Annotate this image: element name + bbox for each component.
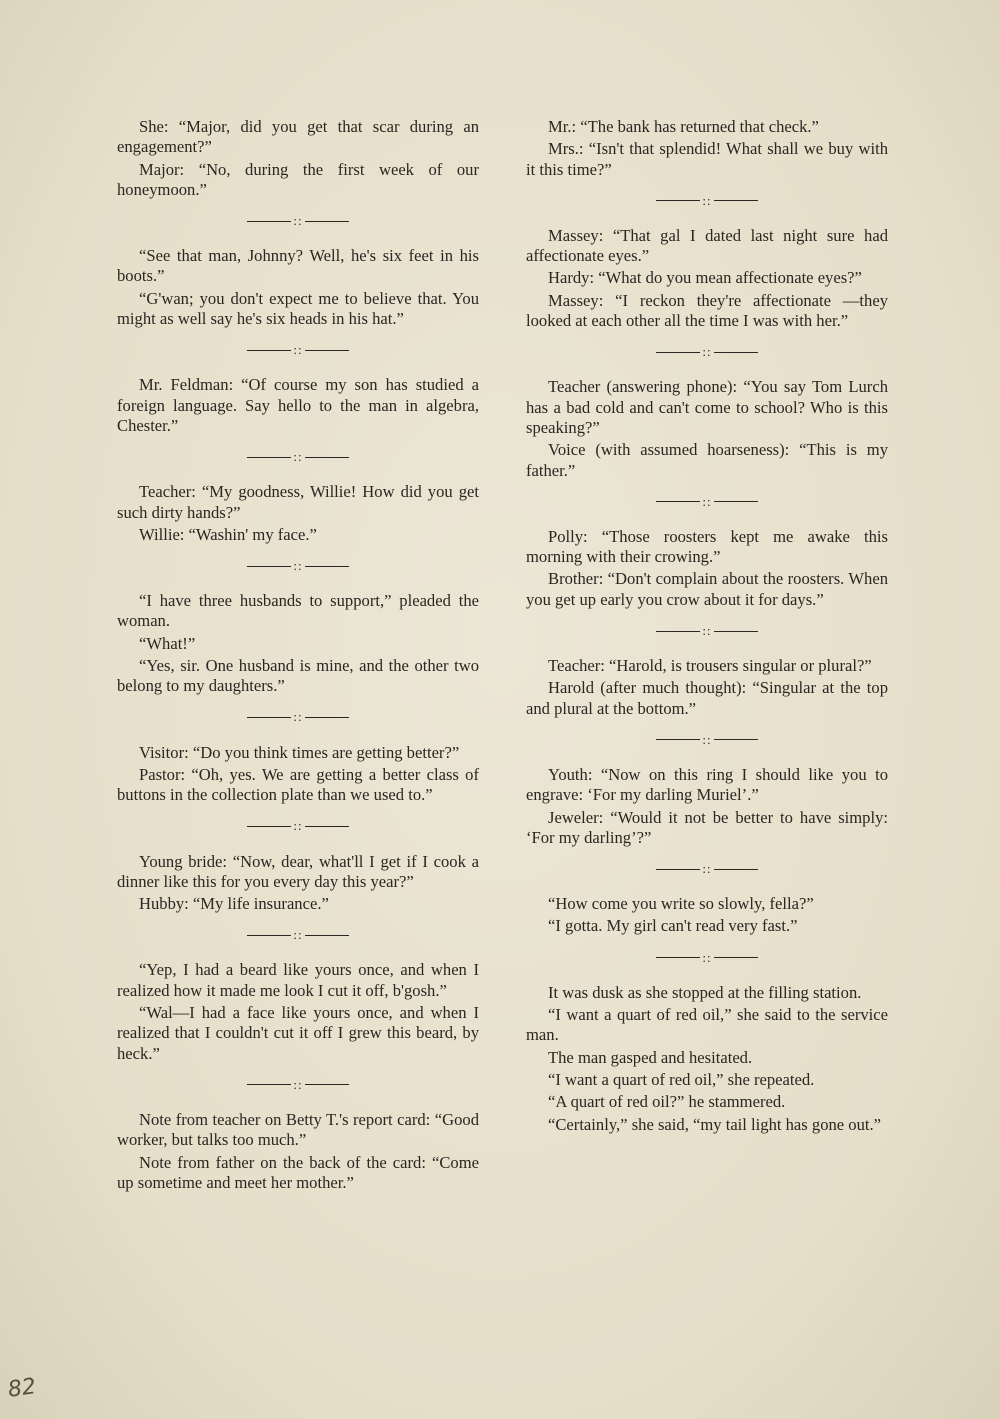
separator-rule [714,352,758,353]
joke-paragraph: “See that man, Johnny? Well, he's six feet in his boots.” [117,246,479,286]
separator-mark: :: [293,342,303,358]
joke-paragraph: The man gasped and hesitated. [548,1047,753,1067]
section-separator [117,336,479,364]
separator-rule [714,869,758,870]
joke-paragraph: Teacher: “My goodness, Willie! How did you get such dirty hands?” [117,482,479,522]
joke-paragraph: Teacher: “Harold, is trousers singular or plural?” [548,656,872,676]
joke-paragraph: Voice (with assumed hoarseness): “This is my father.” [526,440,888,480]
joke-paragraph: Hubby: “My life insurance.” [139,894,329,914]
joke-paragraph: Mrs.: “Isn't that splendid! What shall we buy with it this time?” [526,139,888,179]
joke-paragraph: Massey: “I reckon they're affectionate —they looked at each other all the time I was with her.” [526,290,888,331]
section-separator [117,207,479,235]
section-separator [117,552,479,580]
joke-paragraph: “How come you write so slowly, fella?” [548,894,814,914]
separator-rule [305,566,349,567]
joke-block [117,117,479,200]
left-column [117,117,479,1195]
separator-rule [247,221,291,222]
section-separator [117,704,479,732]
joke-block [117,246,479,329]
separator-mark: :: [293,709,303,725]
joke-block [117,852,479,915]
joke-paragraph: Hardy: “What do you mean affectionate eyes?” [548,268,862,288]
joke-paragraph: “I want a quart of red oil,” she repeated. [548,1069,815,1089]
separator-mark: :: [702,622,712,638]
joke-paragraph: Youth: “Now on this ring I should like you to engrave: ‘For my darling Muriel’.” [526,764,888,805]
joke-block [117,960,479,1063]
joke-paragraph: Brother: “Don't complain about the roosters. When you get up early you crow about it for days.” [526,569,888,609]
joke-paragraph: “I gotta. My girl can't read very fast.” [548,916,798,936]
section-separator [526,944,888,972]
section-separator [117,813,479,841]
separator-rule [656,869,700,870]
joke-paragraph: Willie: “Washin' my face.” [139,524,317,544]
separator-rule [656,501,700,502]
joke-block [526,894,888,937]
joke-block [117,591,479,696]
joke-paragraph: Mr.: “The bank has returned that check.” [548,117,819,136]
separator-mark: :: [702,731,712,747]
joke-paragraph: Note from teacher on Betty T.'s report card: “Good worker, but talks too much.” [117,1109,479,1150]
joke-block [526,656,888,719]
separator-mark: :: [702,860,712,876]
separator-rule [656,739,700,740]
right-column [526,117,888,1137]
section-separator [526,726,888,754]
joke-block [117,1110,479,1193]
separator-mark: :: [702,493,712,509]
joke-paragraph: Young bride: “Now, dear, what'll I get if I cook a dinner like this for you every day this year?” [117,851,479,891]
joke-block [117,375,479,436]
separator-mark: :: [702,192,712,208]
joke-paragraph: “Wal—I had a face like yours once, and when I realized that I couldn't cut it off I grew this beard, by heck.” [117,1003,479,1063]
separator-mark: :: [293,449,303,465]
section-separator [117,443,479,471]
joke-paragraph: Visitor: “Do you think times are getting better?” [139,742,460,762]
joke-paragraph: Mr. Feldman: “Of course my son has studied a foreign language. Say hello to the man in algebra, Chester.” [117,375,479,435]
joke-paragraph: She: “Major, did you get that scar during an engagement?” [117,117,479,157]
joke-paragraph: Massey: “That gal I dated last night sure had affectionate eyes.” [526,225,888,266]
joke-paragraph: Note from father on the back of the card: “Come up sometime and meet her mother.” [117,1152,479,1192]
separator-mark: :: [293,558,303,573]
separator-rule [247,935,291,936]
joke-block [526,765,888,848]
separator-mark: :: [293,927,303,943]
separator-rule [305,717,349,718]
separator-rule [714,200,758,201]
separator-rule [305,826,349,827]
separator-mark: :: [293,1076,303,1092]
section-separator [117,1071,479,1099]
section-separator [526,338,888,366]
section-separator [526,617,888,645]
separator-mark: :: [293,818,303,834]
section-separator [117,921,479,949]
separator-rule [656,352,700,353]
separator-rule [247,717,291,718]
joke-paragraph: “I have three husbands to support,” pleaded the woman. [117,591,479,631]
joke-block [117,482,479,545]
separator-rule [247,457,291,458]
separator-rule [305,350,349,351]
joke-block [526,226,888,331]
joke-paragraph: Polly: “Those roosters kept me awake this morning with their crowing.” [526,526,888,567]
separator-rule [247,566,291,567]
joke-paragraph: Harold (after much thought): “Singular at the top and plural at the bottom.” [526,678,888,718]
joke-paragraph: Major: “No, during the first week of our honeymoon.” [117,159,479,199]
separator-rule [656,200,700,201]
joke-paragraph: “Yep, I had a beard like yours once, and when I realized how it made me look I cut it off, b'gosh.” [117,960,479,1000]
joke-paragraph: “I want a quart of red oil,” she said to the service man. [526,1005,888,1045]
separator-mark: :: [702,949,712,965]
separator-rule [305,221,349,222]
separator-rule [714,739,758,740]
page-number: 82 [6,1374,38,1403]
separator-rule [305,1084,349,1085]
joke-paragraph: Teacher (answering phone): “You say Tom Lurch has a bad cold and can't come to school? Who is this speaking?” [526,377,888,437]
joke-block [526,377,888,480]
section-separator [526,488,888,516]
separator-rule [247,826,291,827]
separator-rule [656,957,700,958]
separator-rule [247,350,291,351]
separator-rule [247,1084,291,1085]
joke-paragraph: “What!” [139,633,196,653]
joke-paragraph: Pastor: “Oh, yes. We are getting a better class of buttons in the collection plate than we used to.” [117,764,479,805]
joke-block [526,983,888,1135]
joke-paragraph: “G'wan; you don't expect me to believe that. You might as well say he's six heads in his hat.” [117,288,479,329]
separator-mark: :: [293,213,303,229]
separator-rule [305,457,349,458]
separator-rule [305,935,349,936]
separator-rule [656,631,700,632]
section-separator [526,187,888,215]
separator-rule [714,957,758,958]
joke-paragraph: “A quart of red oil?” he stammered. [548,1092,786,1112]
joke-paragraph: Jeweler: “Would it not be better to have simply: ‘For my darling’?” [526,807,888,847]
joke-block [526,527,888,610]
section-separator [526,855,888,883]
joke-block [526,117,888,180]
separator-rule [714,501,758,502]
joke-block [117,743,479,806]
separator-mark: :: [702,344,712,360]
joke-paragraph: “Yes, sir. One husband is mine, and the other two belong to my daughters.” [117,656,479,696]
joke-paragraph: It was dusk as she stopped at the filling station. [548,982,862,1002]
joke-paragraph: “Certainly,” she said, “my tail light has gone out.” [548,1114,882,1134]
separator-rule [714,631,758,632]
